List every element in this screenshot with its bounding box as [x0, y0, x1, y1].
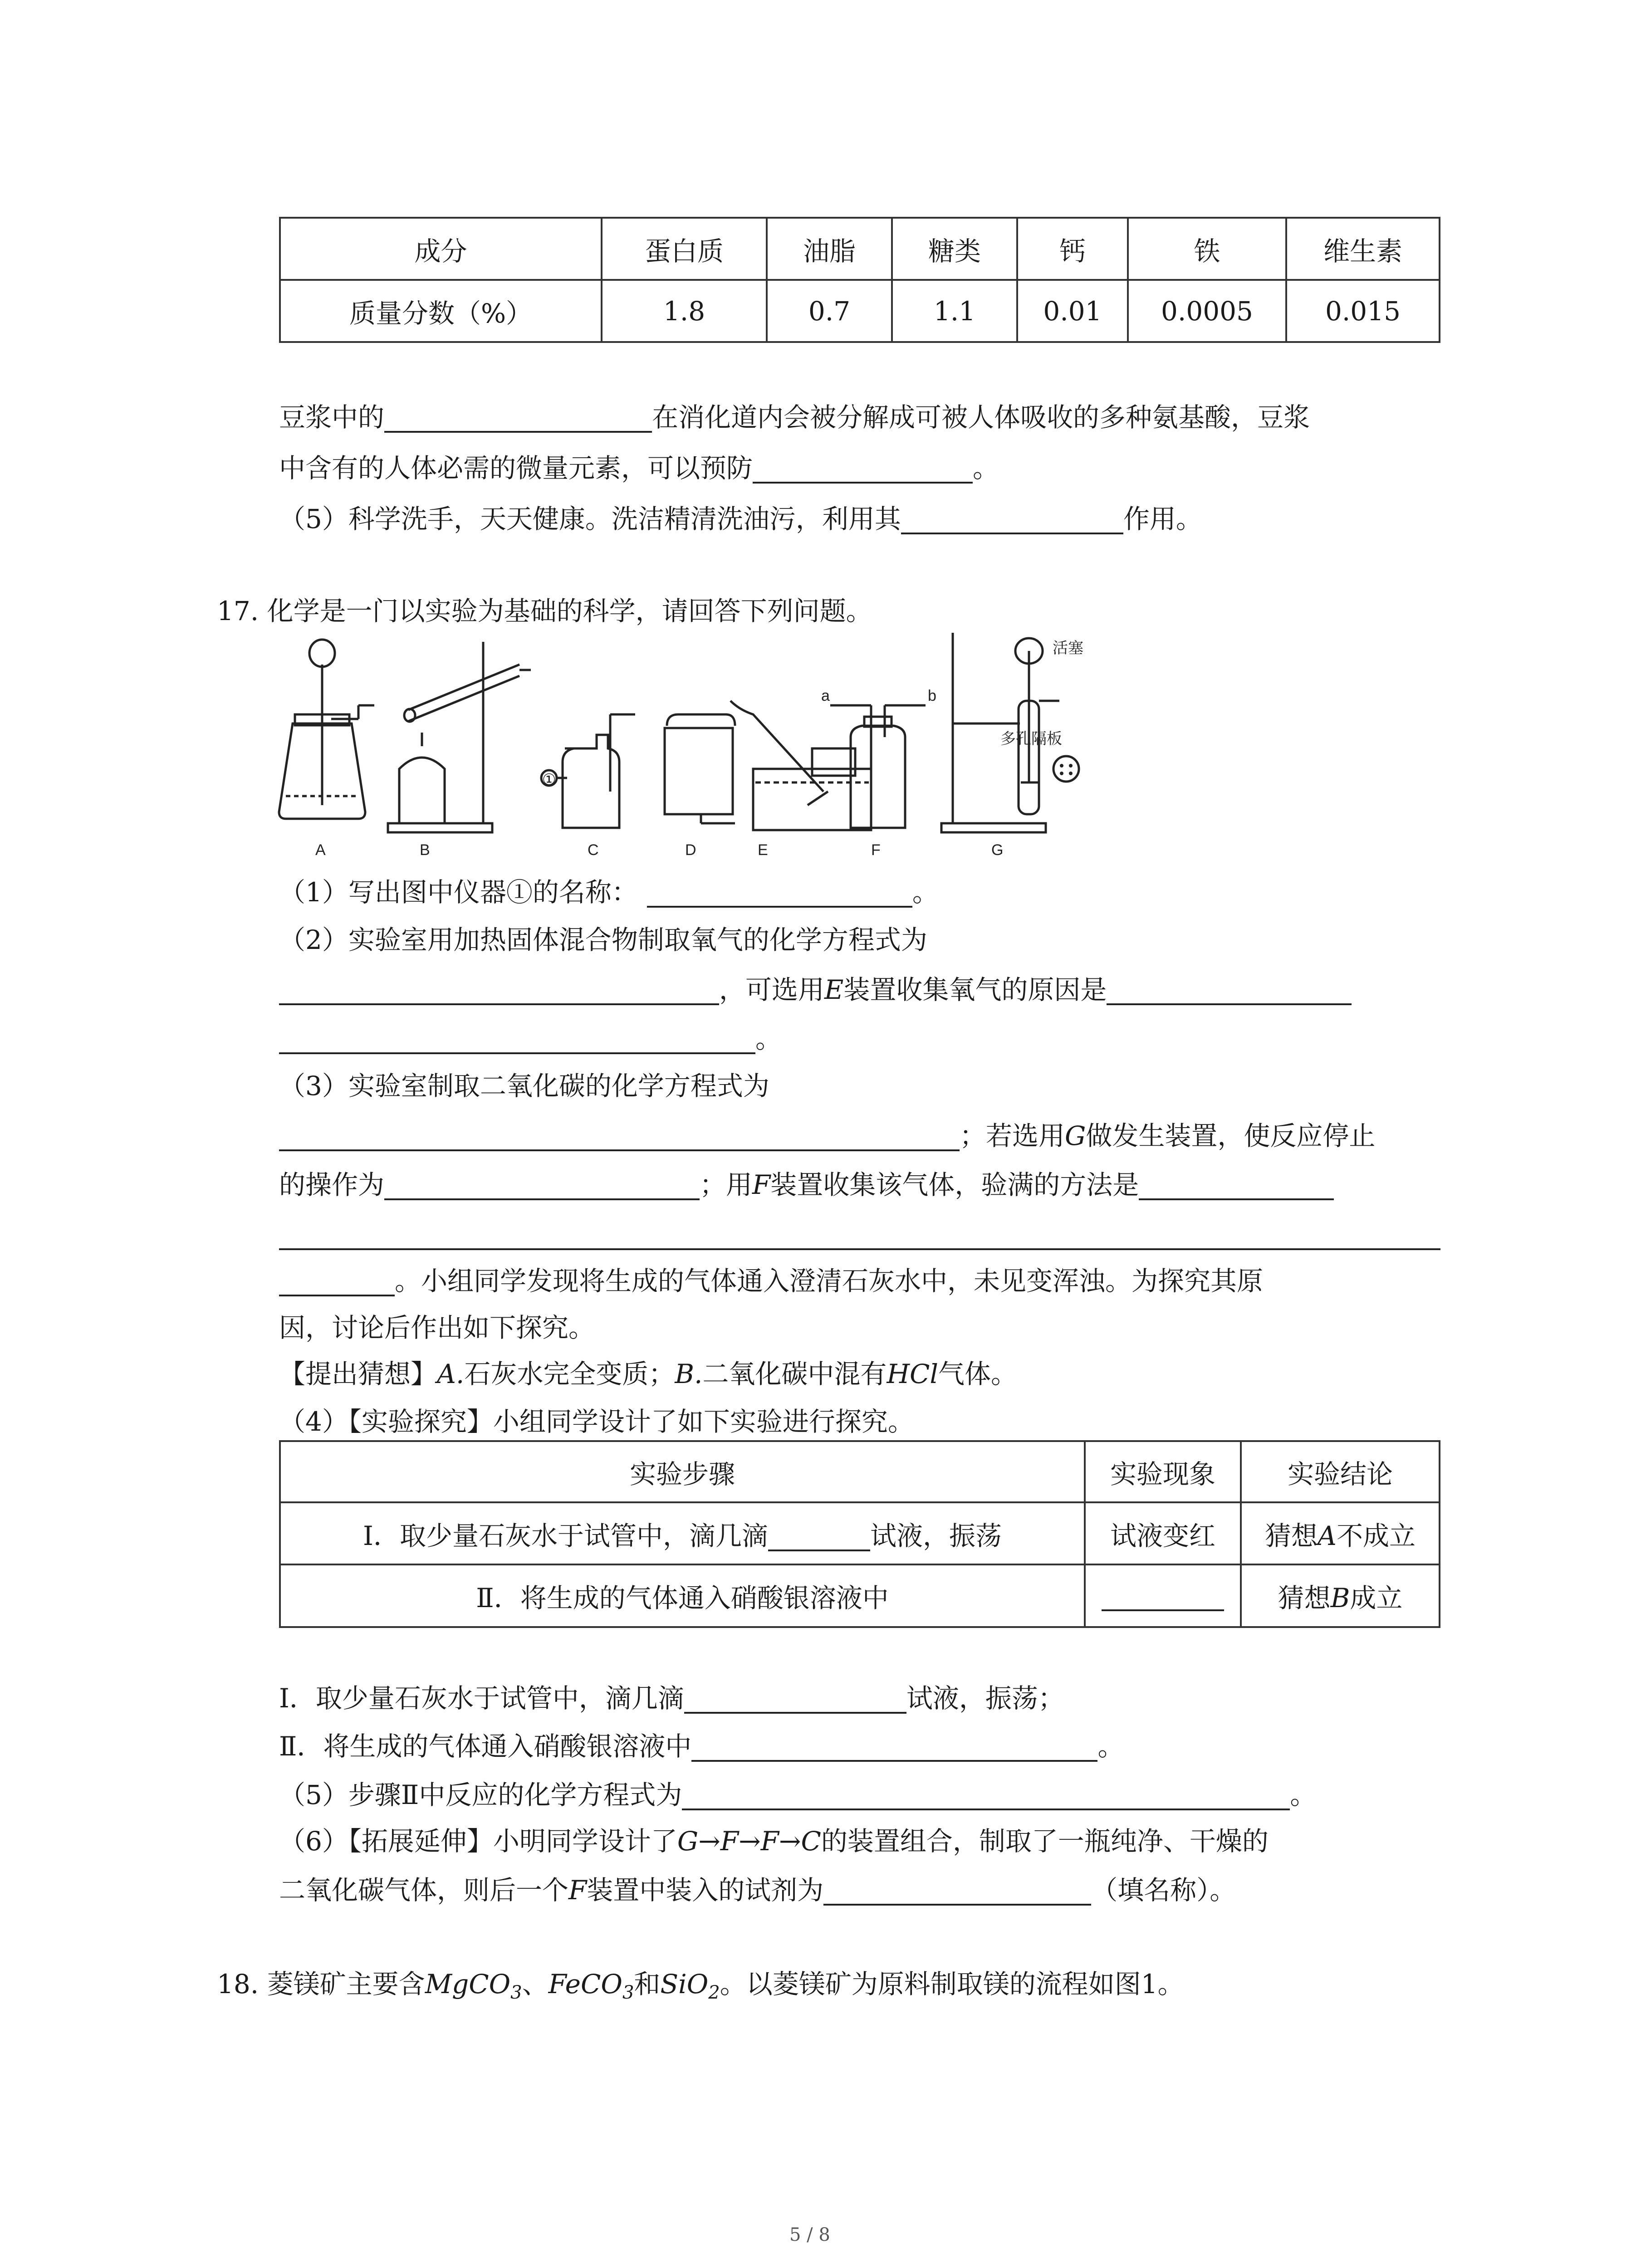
table-header: 实验步骤	[280, 1441, 1085, 1502]
label-port-a: a	[821, 687, 830, 704]
answer-blank[interactable]	[279, 975, 719, 1005]
q17-part-3-line-3: 的操作为 ；用F装置收集该气体，验满的方法是	[279, 1170, 1334, 1200]
table-cell: Ⅱ．将生成的气体通入硝酸银溶液中	[280, 1564, 1085, 1627]
label-B: B	[420, 841, 430, 859]
table-cell: 0.0005	[1128, 280, 1286, 342]
q17-title: 17. 化学是一门以实验为基础的科学，请回答下列问题。	[217, 596, 872, 626]
table-cell: 0.015	[1286, 280, 1440, 342]
label-circle-one: ①	[542, 771, 556, 788]
q17-part-2-line-1: （2）实验室用加热固体混合物制取氧气的化学方程式为	[279, 924, 927, 955]
table-cell: 猜想B成立	[1241, 1564, 1440, 1627]
answer-blank[interactable]	[691, 1732, 1097, 1762]
table-cell: 0.01	[1017, 280, 1128, 342]
table-header: 油脂	[767, 218, 892, 280]
q17-step-1: Ⅰ．取少量石灰水于试管中，滴几滴 试液，振荡；	[279, 1683, 1064, 1714]
q17-part-5: （5）步骤Ⅱ中反应的化学方程式为 。	[279, 1779, 1317, 1810]
page-number: 5 / 8	[789, 2224, 830, 2245]
table-cell: 猜想A不成立	[1241, 1502, 1440, 1564]
q17-step-2: Ⅱ．将生成的气体通入硝酸银溶液中 。	[279, 1731, 1124, 1762]
answer-blank[interactable]	[279, 1220, 1440, 1250]
answer-blank[interactable]	[1139, 1170, 1334, 1200]
answer-blank[interactable]	[1107, 975, 1352, 1005]
label-E: E	[758, 841, 768, 859]
label-D: D	[685, 841, 696, 859]
q16-line-2: 中含有的人体必需的微量元素，可以预防 。	[279, 453, 999, 484]
answer-blank[interactable]	[682, 1780, 1290, 1810]
table-header: 实验结论	[1241, 1441, 1440, 1502]
answer-blank[interactable]	[647, 878, 912, 908]
table-header: 维生素	[1286, 218, 1440, 280]
answer-blank[interactable]	[823, 1876, 1091, 1906]
answer-blank[interactable]	[384, 1170, 700, 1200]
table-cell: Ⅰ．取少量石灰水于试管中，滴几滴 试液，振荡	[280, 1502, 1085, 1564]
table-header: 钙	[1017, 218, 1128, 280]
answer-blank[interactable]	[1102, 1581, 1224, 1611]
q17-part-3-line-2: ；若选用G做发生装置，使反应停止	[279, 1121, 1375, 1151]
nutrition-table	[279, 217, 1440, 343]
apparatus-diagram	[272, 633, 1083, 860]
label-A: A	[315, 841, 326, 859]
answer-blank[interactable]	[279, 1121, 960, 1151]
q17-part-1: （1）写出图中仪器①的名称： 。	[279, 877, 939, 908]
label-valve: 活塞	[1053, 640, 1083, 657]
table-cell: 1.1	[892, 280, 1017, 342]
q17-part-2-line-3: 。	[279, 1024, 782, 1054]
q17-hypothesis: 【提出猜想】A.石灰水完全变质；B.二氧化碳中混有HCl气体。	[279, 1359, 1017, 1389]
q17-part-3-line-5: 。小组同学发现将生成的气体通入澄清石灰水中，未见变浑浊。为探究其原	[279, 1266, 1263, 1296]
table-header: 实验现象	[1085, 1441, 1241, 1502]
answer-blank[interactable]	[768, 1521, 870, 1551]
label-C: C	[588, 841, 599, 859]
experiment-table	[279, 1440, 1440, 1628]
answer-blank[interactable]	[753, 454, 973, 484]
answer-blank[interactable]	[384, 403, 652, 433]
label-G: G	[991, 841, 1004, 859]
table-cell	[1085, 1564, 1241, 1627]
q18-title: 18. 菱镁矿主要含MgCO$_3$、FeCO$_3$和SiO$_2$。以菱镁矿为原料制取镁的流程如图1。	[217, 1969, 1184, 2003]
q17-part-3-line-6: 因，讨论后作出如下探究。	[279, 1312, 595, 1343]
q17-part-2-line-2: ，可选用E装置收集氧气的原因是	[279, 975, 1352, 1005]
table-cell: 试液变红	[1085, 1502, 1241, 1564]
table-header: 蛋白质	[602, 218, 767, 280]
q16-line-1: 豆浆中的 在消化道内会被分解成可被人体吸收的多种氨基酸，豆浆	[279, 402, 1310, 433]
answer-blank[interactable]	[901, 504, 1123, 534]
table-header: 成分	[280, 218, 602, 280]
table-row-label: 质量分数（%）	[280, 280, 602, 342]
answer-blank[interactable]	[279, 1024, 755, 1054]
table-cell: 0.7	[767, 280, 892, 342]
label-F: F	[871, 841, 881, 859]
q17-part-3-line-1: （3）实验室制取二氧化碳的化学方程式为	[279, 1070, 769, 1101]
q17-part-6-line-1: （6）【拓展延伸】小明同学设计了G→F→F→C的装置组合，制取了一瓶纯净、干燥的	[279, 1826, 1269, 1857]
label-plate: 多孔隔板	[1000, 730, 1062, 748]
q17-part-6-line-2: 二氧化碳气体，则后一个F装置中装入的试剂为 （填名称）。	[279, 1875, 1236, 1906]
q17-part-4: （4）【实验探究】小组同学设计了如下实验进行探究。	[279, 1406, 914, 1437]
table-header: 糖类	[892, 218, 1017, 280]
label-port-b: b	[928, 687, 936, 704]
table-header: 铁	[1128, 218, 1286, 280]
answer-blank[interactable]	[684, 1684, 906, 1714]
table-cell: 1.8	[602, 280, 767, 342]
answer-blank[interactable]	[279, 1266, 395, 1296]
q16-line-3: （5）科学洗手，天天健康。洗洁精清洗油污，利用其 作用。	[279, 503, 1202, 534]
